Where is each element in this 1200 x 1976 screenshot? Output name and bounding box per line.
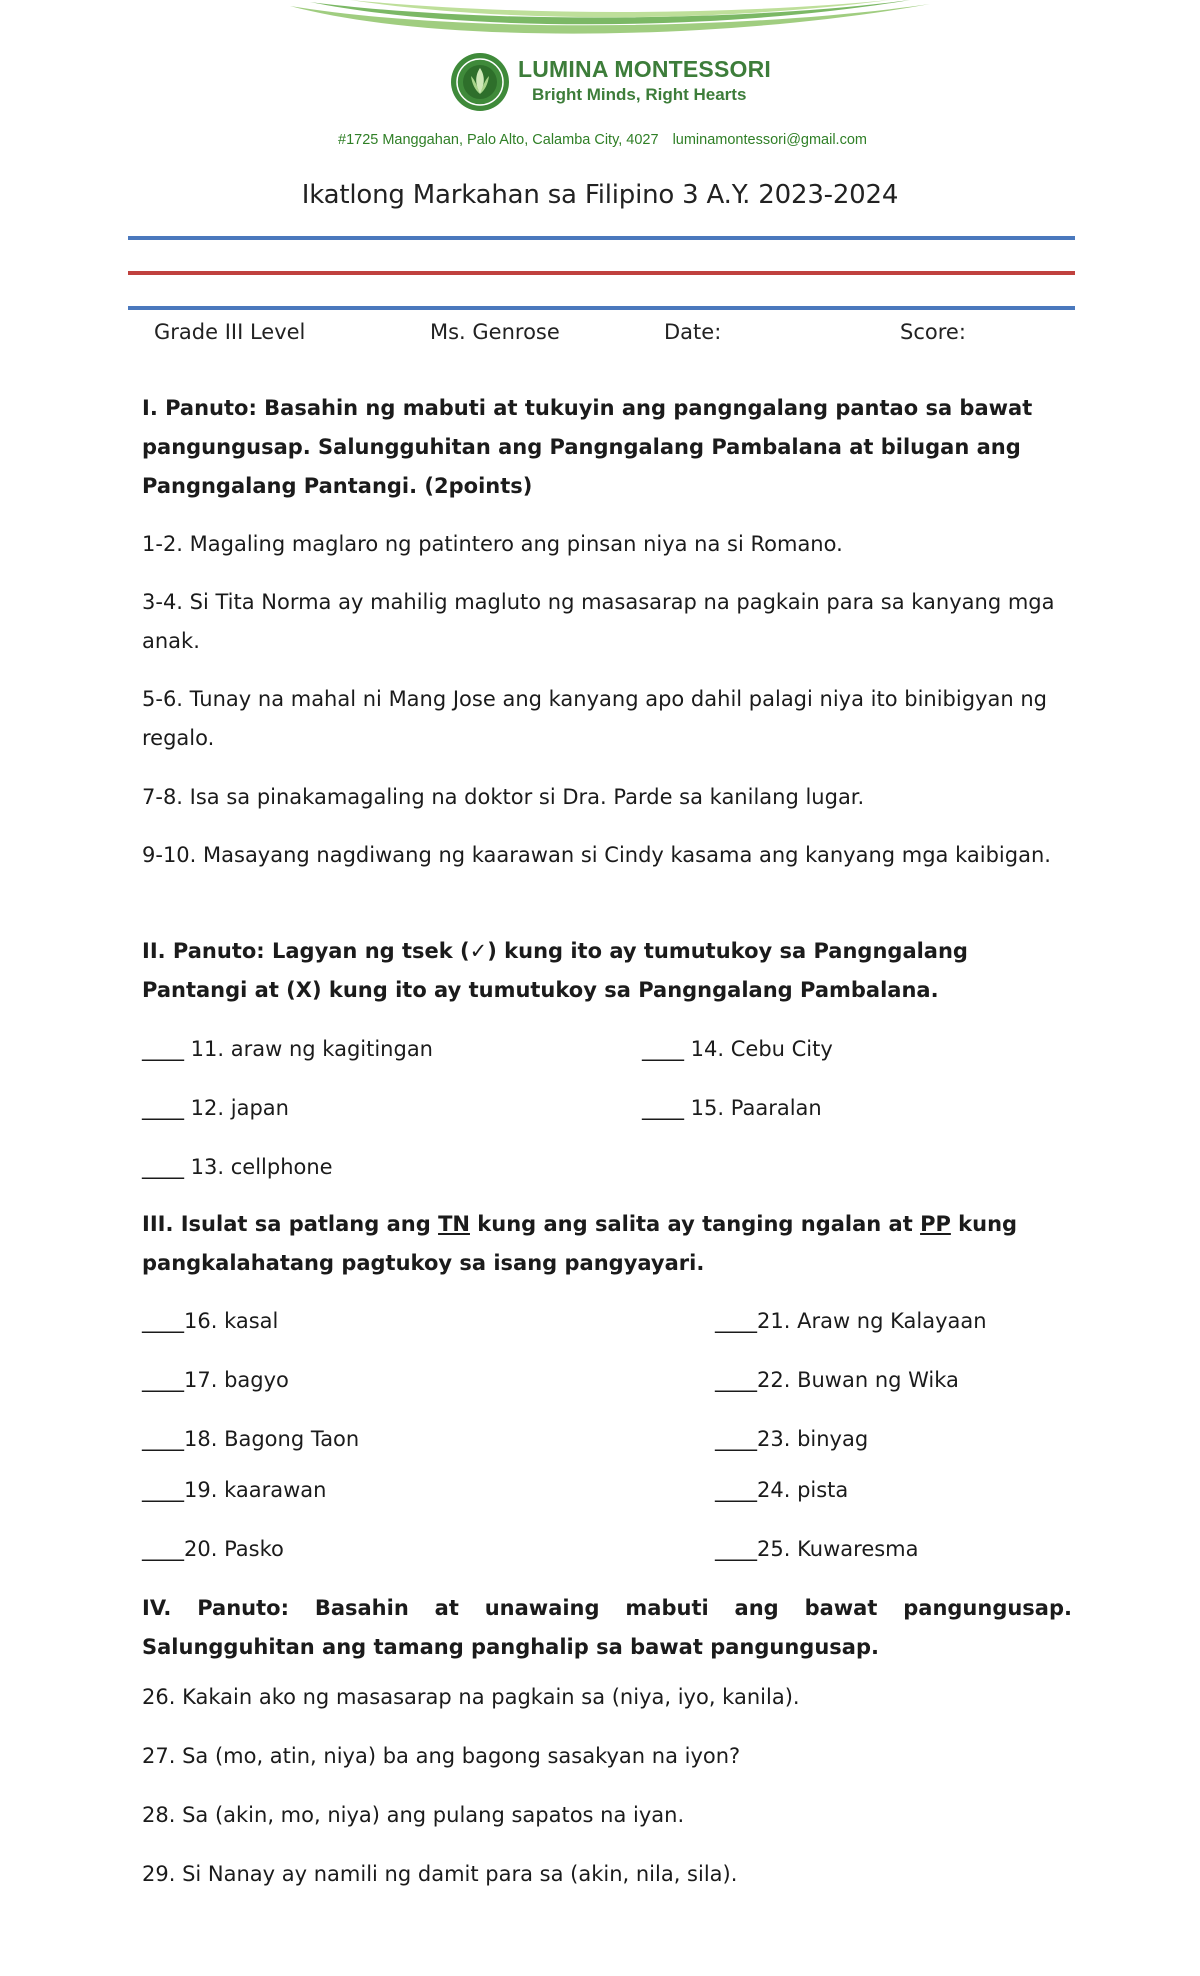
- section2-item: ____ 12. japan: [142, 1096, 289, 1120]
- tn-code: TN: [438, 1212, 470, 1236]
- header-rule-blue-top: [128, 236, 1075, 240]
- section3-item: ____17. bagyo: [142, 1368, 289, 1392]
- section1-item: 5-6. Tunay na mahal ni Mang Jose ang kanyang apo dahil palagi niya ito binibigyan ng regalo.: [142, 687, 1047, 750]
- school-address: #1725 Manggahan, Palo Alto, Calamba City, 4027: [338, 132, 659, 148]
- header-rule-blue-bottom: [128, 306, 1075, 310]
- section3-item: ____25. Kuwaresma: [715, 1537, 919, 1561]
- section4-item: 29. Si Nanay ay namili ng damit para sa (akin, nila, sila).: [142, 1862, 738, 1886]
- section3-item: ____23. binyag: [715, 1427, 869, 1451]
- section3-item: ____24. pista: [715, 1478, 849, 1502]
- section2-instructions: II. Panuto: Lagyan ng tsek (✓) kung ito ay tumutukoy sa Pangngalang Pantangi at (X) kung ito ay tumutukoy sa Pangngalang Pambalana.: [142, 939, 968, 1002]
- score-label: Score:: [900, 320, 966, 344]
- section3-item: ____19. kaarawan: [142, 1478, 327, 1502]
- grade-level: Grade III Level: [154, 320, 306, 344]
- exam-title: Ikatlong Markahan sa Filipino 3 A.Y. 2023-2024: [301, 180, 899, 210]
- teacher-name: Ms. Genrose: [430, 320, 560, 344]
- school-name: LUMINA MONTESSORI: [518, 56, 771, 82]
- section1-item: 1-2. Magaling maglaro ng patintero ang pinsan niya na si Romano.: [142, 532, 843, 556]
- section1-item: 3-4. Si Tita Norma ay mahilig magluto ng masasarap na pagkain para sa kanyang mga anak.: [142, 590, 1055, 653]
- section3-instructions: III. Isulat sa patlang ang TN kung ang salita ay tanging ngalan at PP kung pangkalahatang pagtukoy sa isang pangyayari.: [142, 1212, 1018, 1275]
- section3-item: ____16. kasal: [142, 1309, 279, 1333]
- date-label: Date:: [664, 320, 722, 344]
- section2-item: ____ 13. cellphone: [142, 1155, 333, 1179]
- pp-code: PP: [920, 1212, 951, 1236]
- school-email: luminamontessori@gmail.com: [672, 132, 867, 148]
- section3-item: ____20. Pasko: [142, 1537, 284, 1561]
- section4-item: 26. Kakain ako ng masasarap na pagkain sa (niya, iyo, kanila).: [142, 1685, 800, 1709]
- school-contact: [338, 132, 867, 148]
- section2-item: ____ 14. Cebu City: [642, 1037, 833, 1061]
- section1-instructions: I. Panuto: Basahin ng mabuti at tukuyin ang pangngalang pantao sa bawat pangungusap. Salungguhitan ang Pangngalang Pambalana at bilugan ang Pangngalang Pantangi. (2points): [142, 396, 1033, 498]
- section2-item: ____ 11. araw ng kagitingan: [142, 1037, 433, 1061]
- school-tagline: Bright Minds, Right Hearts: [532, 85, 747, 104]
- section4-item: 27. Sa (mo, atin, niya) ba ang bagong sasakyan na iyon?: [142, 1744, 741, 1768]
- school-seal-icon: [450, 52, 510, 112]
- header-swoosh-decoration: [290, 0, 930, 48]
- section4-instructions: IV. Panuto: Basahin at unawaing mabuti ang bawat pangungusap. Salungguhitan ang tamang panghalip sa bawat pangungusap.: [142, 1596, 1072, 1659]
- section1-item: 7-8. Isa sa pinakamagaling na doktor si Dra. Parde sa kanilang lugar.: [142, 785, 865, 809]
- section3-item: ____21. Araw ng Kalayaan: [715, 1309, 987, 1333]
- section1-item: 9-10. Masayang nagdiwang ng kaarawan si Cindy kasama ang kanyang mga kaibigan.: [142, 843, 1051, 867]
- section3-item: ____18. Bagong Taon: [142, 1427, 360, 1451]
- section2-item: ____ 15. Paaralan: [642, 1096, 822, 1120]
- section4-item: 28. Sa (akin, mo, niya) ang pulang sapatos na iyan.: [142, 1803, 685, 1827]
- section3-item: ____22. Buwan ng Wika: [715, 1368, 959, 1392]
- header-rule-red: [128, 271, 1075, 275]
